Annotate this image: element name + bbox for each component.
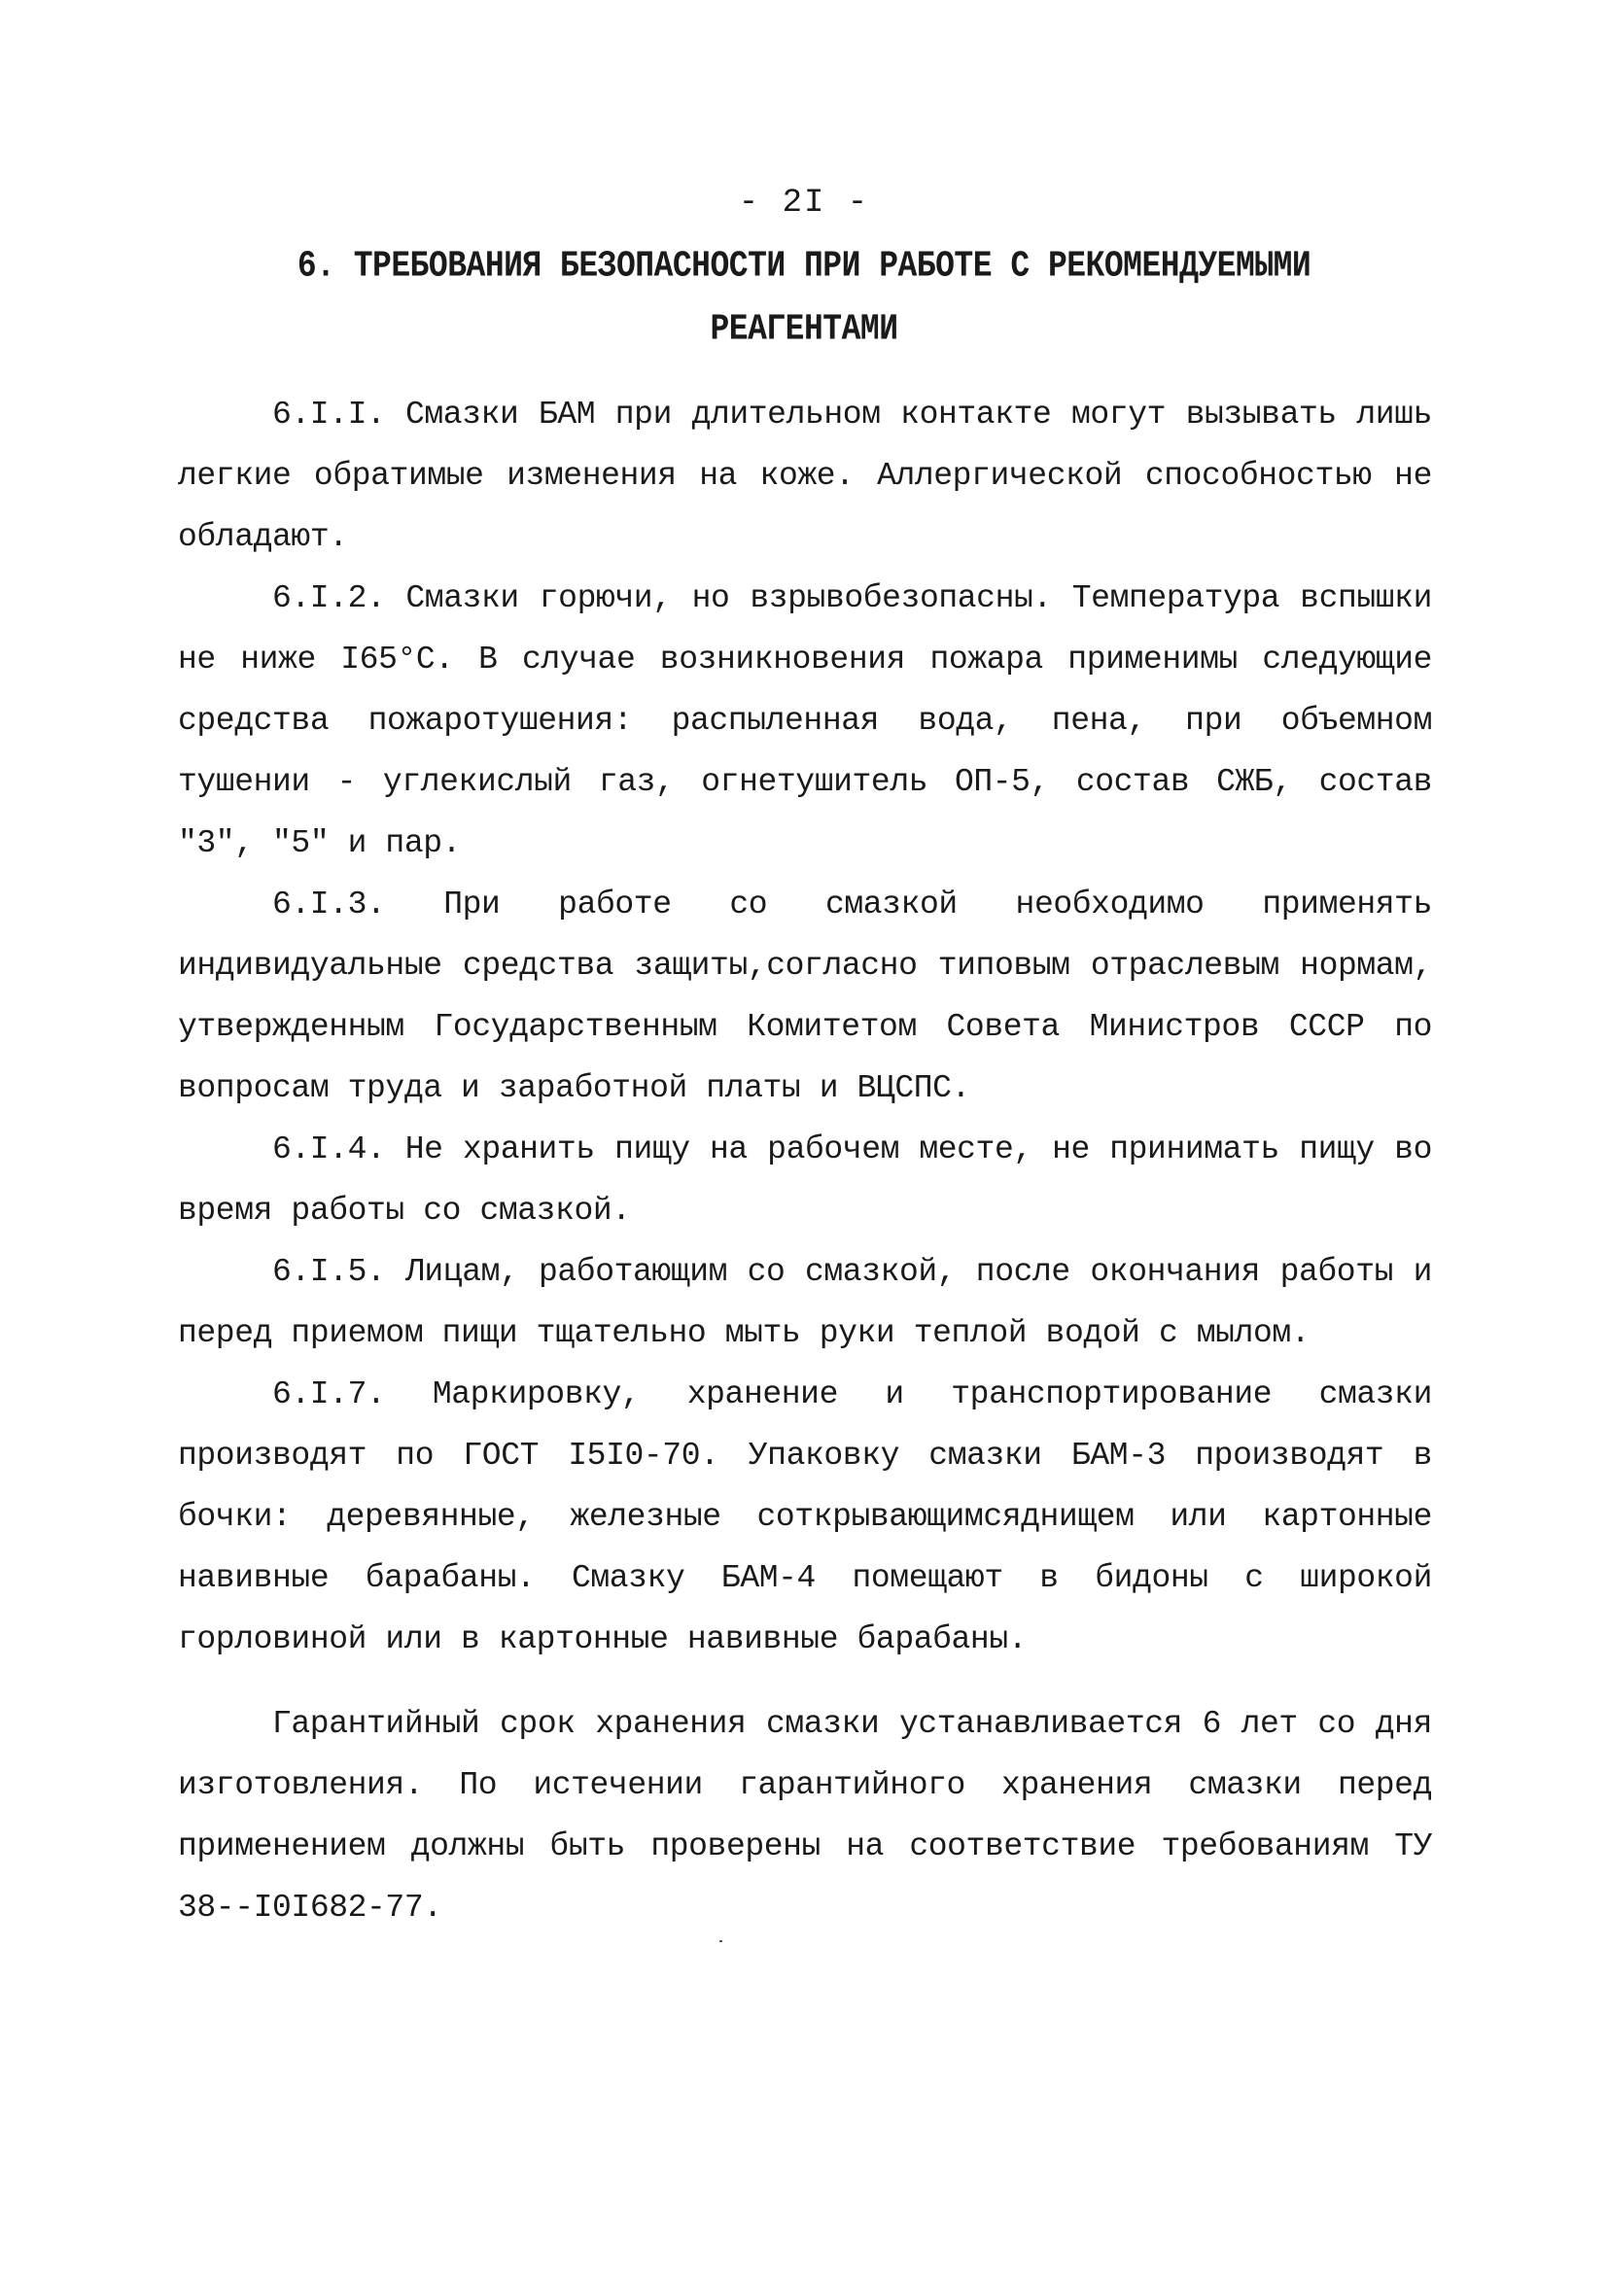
page-number: - 2I - [738, 185, 870, 222]
paragraph-6-1-2: 6.I.2. Смазки горючи, но взрывобезопасны. Температура вспышки не ниже I65°С. В случае возникновения пожара применимы следующие средства пожаротушения: распыленная вода, пена, при объемном тушении - углекислый газ, огнетушитель ОП-5, состав СЖБ, состав "3", "5" и пар. [178, 580, 1432, 861]
paragraph-6-1-5: 6.I.5. Лицам, работающим со смазкой, после окончания работы и перед приемом пищи тщательно мыть руки теплой водой с мылом. [178, 1254, 1432, 1351]
paragraph-6-1-1: 6.I.I. Смазки БАМ при длительном контакте могут вызывать лишь легкие обратимые изменения на коже. Аллергической способностью не обладают. [178, 397, 1432, 555]
paragraph-6-1-7: 6.I.7. Маркировку, хранение и транспортирование смазки производят по ГОСТ I5I0-70. Упаковку смазки БАМ-3 производят в бочки: деревянные, железные соткрывающимсяднищем или картонные навивные барабаны. Смазку БАМ-4 помещают в бидоны с широкой горловиной или в картонные навивные барабаны. [178, 1376, 1432, 1657]
section-heading-line-2: РЕАГЕНТАМИ [710, 308, 898, 350]
section-heading-line-1: 6. ТРЕБОВАНИЯ БЕЗОПАСНОСТИ ПРИ РАБОТЕ С РЕКОМЕНДУЕМЫМИ [297, 245, 1311, 287]
paragraph-6-1-3: 6.I.3. При работе со смазкой необходимо применять индивидуальные средства защиты,согласно типовым отраслевым нормам, утвержденным Государственным Комитетом Совета Министров СССР по вопросам труда и заработной платы и ВЦСПС. [178, 887, 1432, 1106]
paragraph-6-1-4: 6.I.4. Не хранить пищу на рабочем месте, не принимать пищу во время работы со смазкой. [178, 1131, 1432, 1229]
scan-speck [719, 1940, 722, 1942]
document-body [178, 384, 1432, 1938]
paragraph-warranty: Гарантийный срок хранения смазки устанавливается 6 лет со дня изготовления. По истечении гарантийного хранения смазки перед применением должны быть проверены на соответствие требованиям ТУ 38--I0I682-77. [178, 1706, 1432, 1926]
